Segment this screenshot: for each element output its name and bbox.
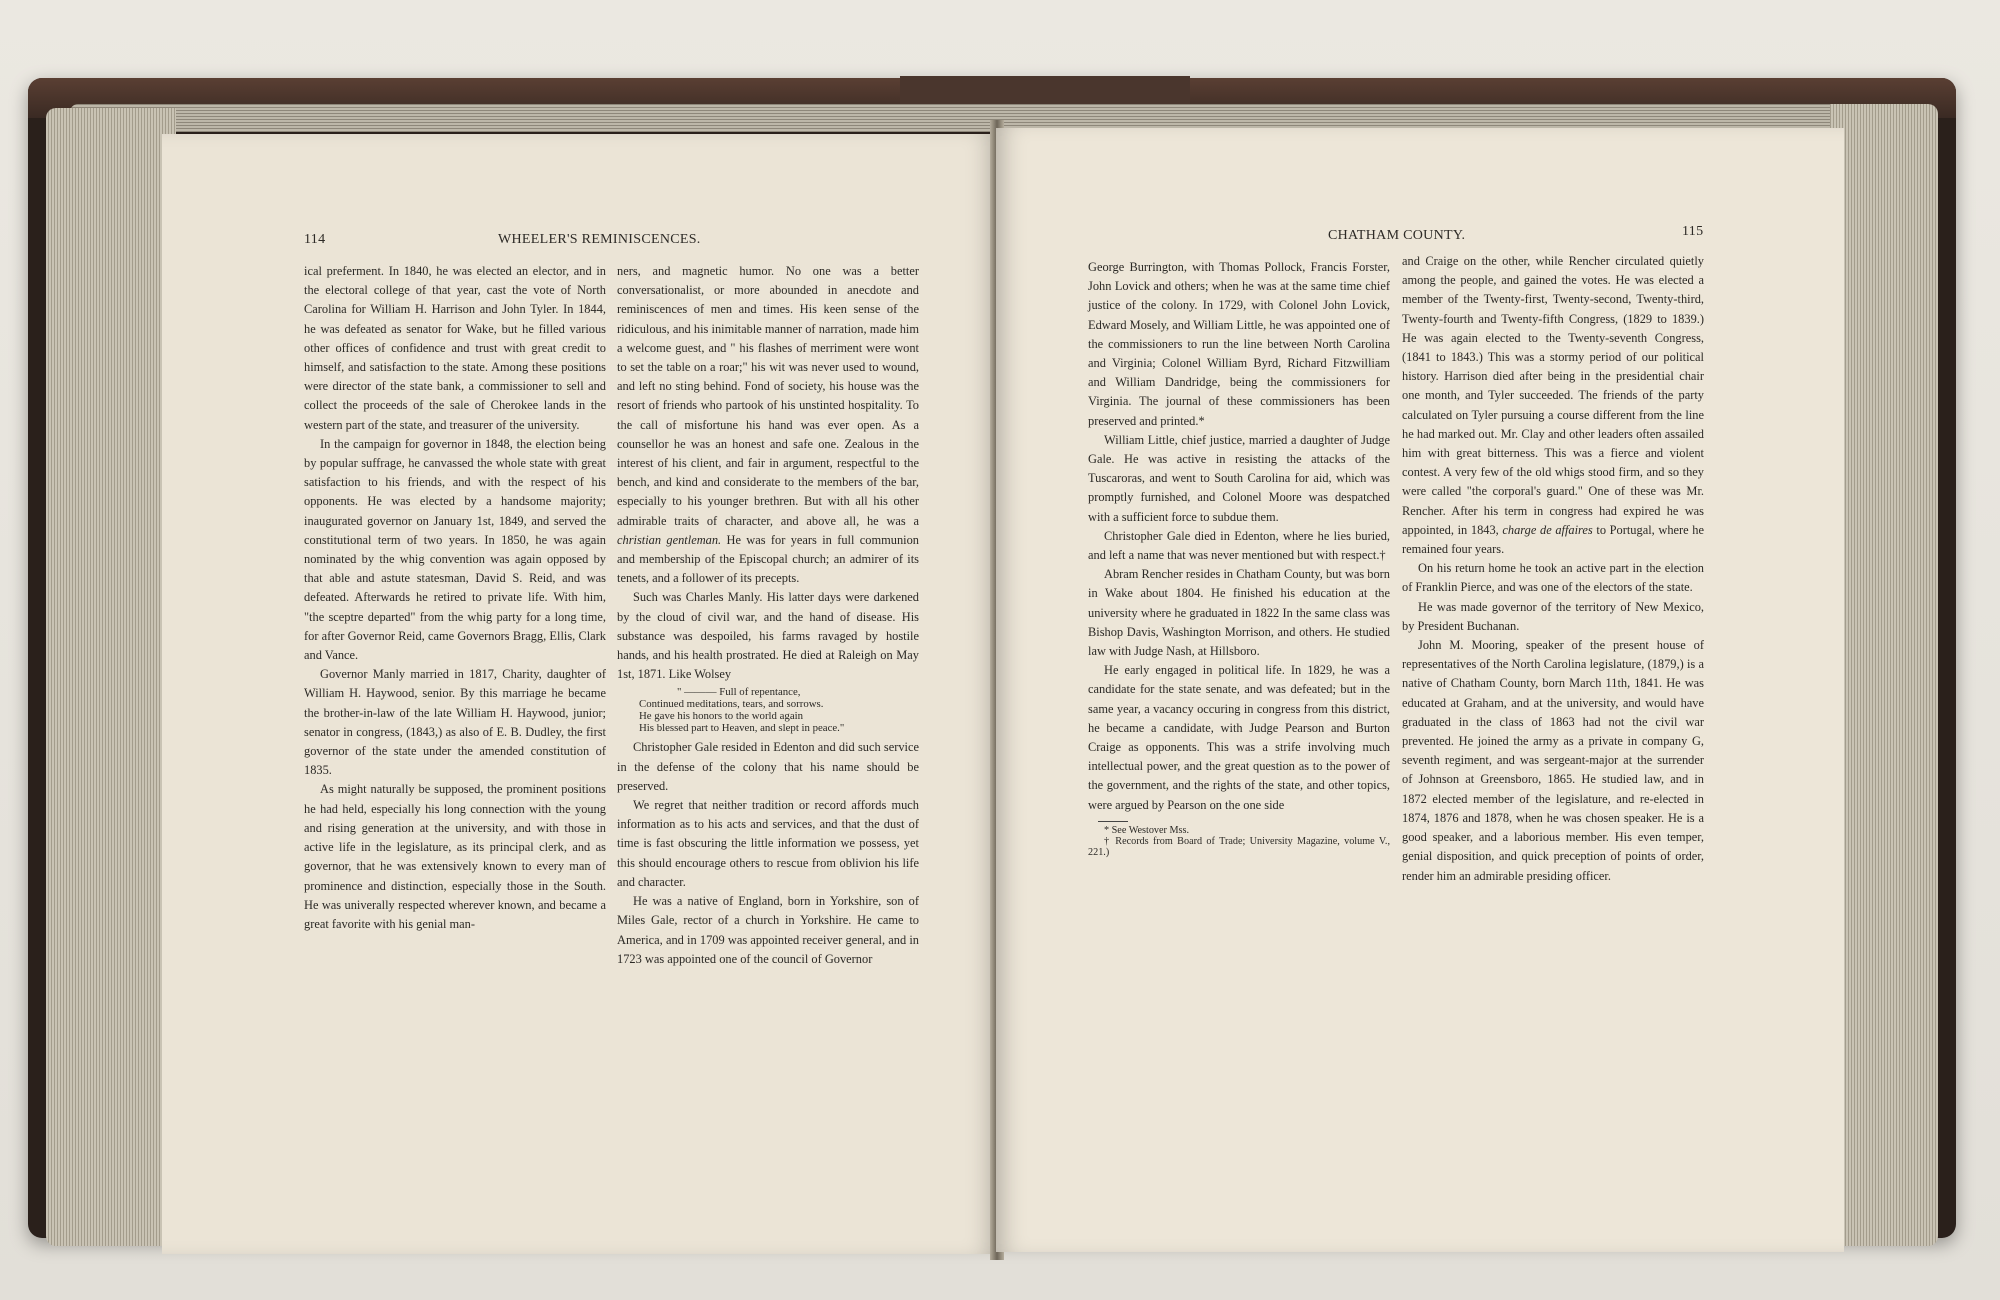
paragraph: He was a native of England, born in Yorkshire, son of Miles Gale, rector of a church in Yorkshire. He came to America, and in 1709 was appointed receiver general, and in 1723 was appointed one of the council of Governor	[617, 894, 919, 966]
left-page	[162, 134, 996, 1254]
paragraph: Abram Rencher resides in Chatham County, but was born in Wake about 1804. He finished his education at the university where he graduated in 1822 In the same class was Bishop Davis, Washington Morrison, and others. He studied law with Judge Nash, at Hillsboro.	[1088, 567, 1390, 659]
paragraph: George Burrington, with Thomas Pollock, Francis Forster, John Lovick and others; when he was at the same time chief justice of the colony. In 1729, with Colonel John Lovick, Edward Mosely, and William Little, he was appointed one of the commissioners to run the line between North Carolina and Virginia; Colonel William Byrd, Richard Fitzwilliam and William Dandridge, being the commissioners for Virginia. The journal of these commissioners has been preserved and printed.*	[1088, 260, 1390, 428]
paragraph-text: to Portugal, where he remained four years.	[1402, 522, 1704, 557]
poem-line: Continued meditations, tears, and sorrows.	[639, 698, 824, 711]
paragraph: Such was Charles Manly. His latter days were darkened by the cloud of civil war, and the hand of disease. His substance was despoiled, his farms ravaged by hostile hands, and his health prostrated. He died at Raleigh on May 1st, 1871. Like Wolsey	[617, 590, 919, 682]
italic-phrase: christian gentleman.	[617, 532, 722, 547]
paragraph	[1402, 252, 1704, 559]
paragraph: On his return home he took an active part in the election of Franklin Pierce, and was one of the electors of the state.	[1402, 561, 1704, 595]
paragraph: He early engaged in political life. In 1829, he was a candidate for the state senate, and was defeated; but in the same year, a vacancy occuring in congress from this district, he became a candidate, with Judge Pearson and Burton Craige as opponents. This was a strife involving much intellectual power, and the great question as to the power of the government, and the rights of the state, and other topics, were argued by Pearson on the one side	[1088, 663, 1390, 812]
poem-quote	[639, 686, 919, 734]
paragraph-text: He was for years in full communion and membership of the Episcopal church; an admirer of its tenets, and a follower of its precepts.	[617, 532, 919, 586]
poem-line: He gave his honors to the world again	[639, 710, 804, 723]
page-block-right	[1830, 104, 1938, 1246]
footnote: * See Westover Mss.	[1104, 824, 1190, 836]
footnote: † Records from Board of Trade; University Magazine, volume V., 221.)	[1088, 835, 1390, 858]
left-column-2	[617, 262, 919, 969]
paragraph: He was made governor of the territory of New Mexico, by President Buchanan.	[1402, 599, 1704, 633]
footnote-rule	[1098, 821, 1128, 822]
right-column-1	[1088, 258, 1390, 858]
poem-line: " ——— Full of repentance,	[677, 686, 801, 699]
right-page	[996, 128, 1844, 1252]
paragraph: We regret that neither tradition or record affords much information as to his acts and services, and that the dust of time is fast obscuring the little information we possess, yet this should encourage others to rescue from oblivion his life and character.	[617, 798, 919, 889]
paragraph-text: ners, and magnetic humor. No one was a better conversationalist, or more abounded in anecdote and reminiscences of men and times. His keen sense of the ridiculous, and his inimitable manner of narration, made him a welcome guest, and " his flashes of merriment were wont to set the table on a roar;" his wit was never used to wound, and left no sting behind. Fond of society, his house was the resort of friends who partook of his unstinted hospitality. To the call of misfortune his hand was ever open. As a counsellor he was an honest and safe one. Zealous in the interest of his client, and fair in argument, respectful to the bench, and kind and considerate to the members of the bar, especially to his younger brethren. But with all his other admirable traits of character, and above all, he was a	[617, 264, 919, 528]
right-column-2	[1402, 252, 1704, 886]
left-running-head: WHEELER'S REMINISCENCES.	[498, 232, 701, 247]
italic-phrase: charge de affaires	[1502, 522, 1593, 537]
paragraph: John M. Mooring, speaker of the present house of representatives of the North Carolina legislature, (1879,) is a native of Chatham County, born March 11th, 1841. He was educated at Graham, and at the university, and would have graduated in the class of 1863 had not the civil war prevented. He joined the army as a private in company G, seventh regiment, and was sergeant-major at the surrender of Johnson at Greensboro, 1865. He studied law, and in 1872 elected member of the legislature, and re-elected in 1874, 1876 and 1878, when he was chosen speaker. He is a good speaker, and a laborious member. His even temper, genial disposition, and quick preception of points of order, render him an admirable presiding officer.	[1402, 638, 1704, 883]
right-page-number: 115	[1682, 224, 1704, 239]
right-running-head: CHATHAM COUNTY.	[1328, 228, 1466, 243]
paragraph: William Little, chief justice, married a daughter of Judge Gale. He was active in resisting the attacks of the Tuscaroras, and went to South Carolina for aid, which was promptly furnished, and Colonel Moore was despatched with a sufficient force to subdue them.	[1088, 432, 1390, 524]
paragraph	[617, 262, 919, 588]
poem-line: His blessed part to Heaven, and slept in peace."	[639, 722, 845, 735]
paragraph-text: and Craige on the other, while Rencher circulated quietly among the people, and gained the votes. He was elected a member of the Twenty-first, Twenty-second, Twenty-third, Twenty-fourth and Twenty-fifth Congress, (1829 to 1839.) He was again elected to the Twenty-seventh Congress, (1841 to 1843.) This was a stormy period of our political history. Harrison died after being in the presidential chair one month, and Tyler succeeded. The friends of the party calculated on Tyler pursuing a course different from the line he had marked out. Mr. Clay and other leaders often assailed him with great bitterness. This was a fierce and violent contest. A very few of the old whigs stood firm, and so they were called "the corporal's guard." One of these was Mr. Rencher. After his term in congress had expired he was appointed, in 1843,	[1402, 254, 1704, 537]
paragraph: ical preferment. In 1840, he was elected an elector, and in the electoral college of that year, cast the vote of North Carolina for William H. Harrison and John Tyler. In 1844, he was defeated as senator for Wake, but he filled various other offices of confidence and trust with great credit to himself, and satisfaction to the state. Among these positions were director of the state bank, a commissioner to sell and collect the proceeds of the sale of Cherokee lands in the western part of the state, and treasurer of the university.	[304, 264, 606, 432]
left-column-1	[304, 262, 606, 934]
paragraph: Christopher Gale resided in Edenton and did such service in the defense of the colony that his name should be preserved.	[617, 740, 919, 793]
paragraph: Governor Manly married in 1817, Charity, daughter of William H. Haywood, senior. By this marriage he became the brother-in-law of the late William H. Haywood, junior; senator in congress, (1843,) as also of E. B. Dudley, the first governor of the state under the amended constitution of 1835.	[304, 667, 606, 778]
left-page-number: 114	[304, 232, 326, 247]
paragraph: In the campaign for governor in 1848, the election being by popular suffrage, he canvassed the whole state with great satisfaction to his friends, and with the respect of his opponents. He was elected by a handsome majority; inaugurated governor on January 1st, 1849, and served the constitutional term of two years. In 1850, he was again nominated by the whig convention was again opposed by that able and astute statesman, David S. Reid, and was defeated. Afterwards he retired to private life. With him, "the sceptre departed" from the whig party for a long time, for after Governor Reid, came Governors Bragg, Ellis, Clark and Vance.	[304, 436, 606, 663]
paragraph: Christopher Gale died in Edenton, where he lies buried, and left a name that was never mentioned but with respect.†	[1088, 528, 1390, 563]
page-block-left	[46, 108, 176, 1246]
paragraph: As might naturally be supposed, the prominent positions he had held, especially his long connection with the young and rising generation at the university, and with those in active life in the legislature, as its principal clerk, and as governor, that he was extensively known to every man of prominence and distinction, especially those in the South. He was univerally respected wherever known, and became a great favorite with his genial man-	[304, 782, 606, 931]
